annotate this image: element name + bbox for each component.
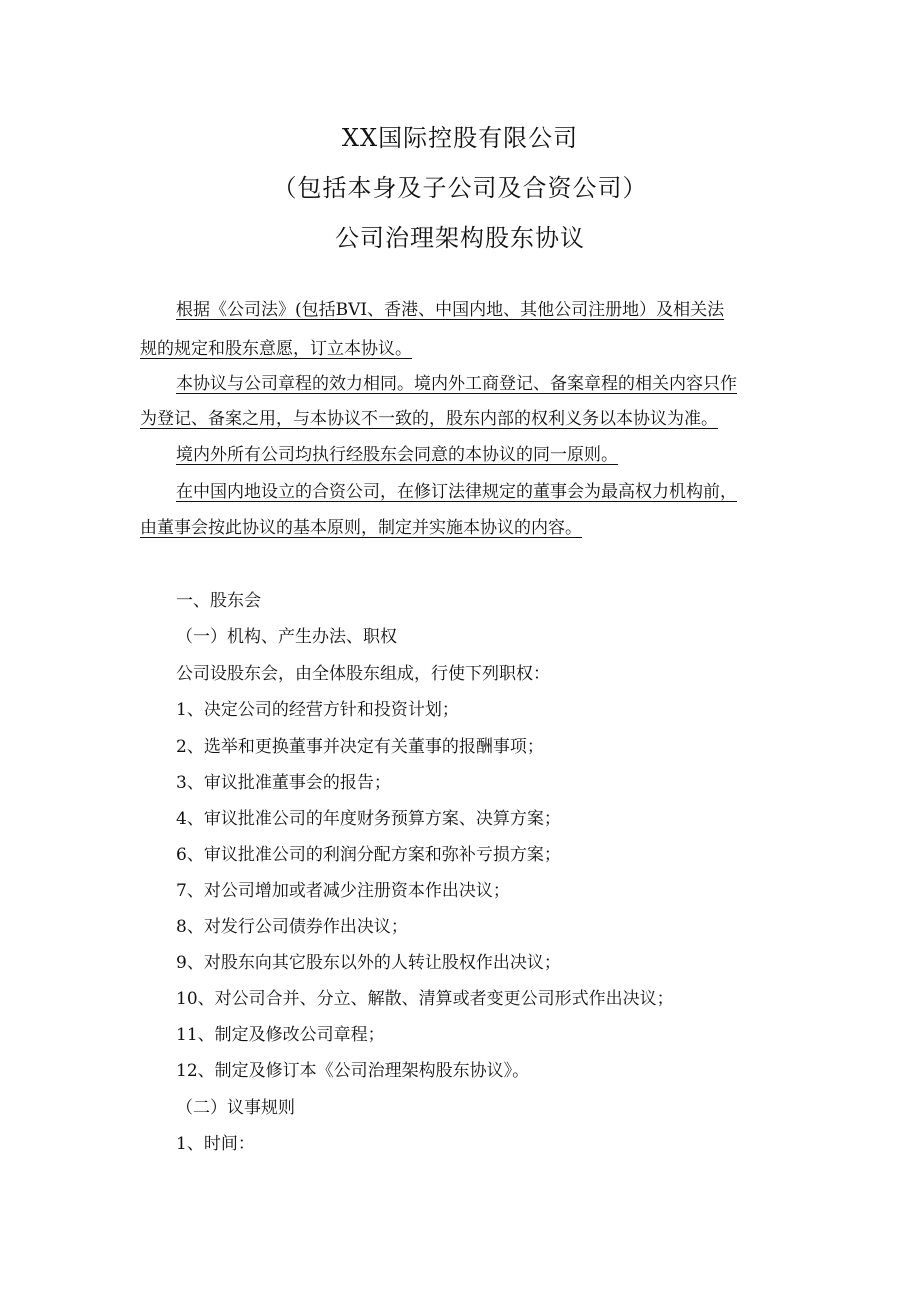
- list-item: 7、对公司增加或者减少注册资本作出决议；: [176, 881, 510, 901]
- rule-item: 1、时间：: [176, 1134, 255, 1154]
- preamble-p4-line2: 由董事会按此协议的基本原则，制定并实施本协议的内容。: [140, 518, 582, 538]
- preamble-p4-line1: 在中国内地设立的合资公司，在修订法律规定的董事会为最高权力机构前，: [176, 482, 737, 502]
- list-item: 1、决定公司的经营方针和投资计划；: [176, 700, 459, 720]
- preamble-p3-line1: 境内外所有公司均执行经股东会同意的本协议的同一原则。: [176, 445, 618, 465]
- list-item: 10、对公司合并、分立、解散、清算或者变更公司形式作出决议；: [176, 989, 674, 1009]
- preamble-p2-line1: 本协议与公司章程的效力相同。境内外工商登记、备案章程的相关内容只作: [176, 374, 737, 394]
- list-item: 6、审议批准公司的利润分配方案和弥补亏损方案；: [176, 845, 561, 865]
- section-intro: 公司设股东会，由全体股东组成，行使下列职权：: [176, 664, 550, 684]
- subsection-heading: （二）议事规则: [176, 1098, 295, 1118]
- section-heading: 一、股东会: [176, 591, 261, 611]
- list-item: 3、审议批准董事会的报告；: [176, 773, 391, 793]
- scope-subtitle: （包括本身及子公司及合资公司）: [272, 174, 648, 202]
- list-item: 11、制定及修改公司章程；: [176, 1025, 385, 1045]
- list-item: 2、选举和更换董事并决定有关董事的报酬事项；: [176, 737, 544, 757]
- list-item: 12、制定及修订本《公司治理架构股东协议》。: [176, 1061, 530, 1081]
- preamble-p2-line2: 为登记、备案之用，与本协议不一致的，股东内部的权利义务以本协议为准。: [140, 409, 718, 429]
- company-title: XX国际控股有限公司: [341, 124, 579, 152]
- list-item: 9、对股东向其它股东以外的人转让股权作出决议；: [176, 953, 561, 973]
- preamble-p1-line2: 规的规定和股东意愿，订立本协议。: [140, 339, 412, 359]
- list-item: 4、审议批准公司的年度财务预算方案、决算方案；: [176, 809, 561, 829]
- preamble-p1-line1: 根据《公司法》(包括BVI、香港、中国内地、其他公司注册地）及相关法: [176, 300, 725, 320]
- subsection-heading: （一）机构、产生办法、职权: [176, 627, 397, 647]
- list-item: 8、对发行公司债券作出决议；: [176, 917, 408, 937]
- document-title: 公司治理架构股东协议: [335, 224, 585, 252]
